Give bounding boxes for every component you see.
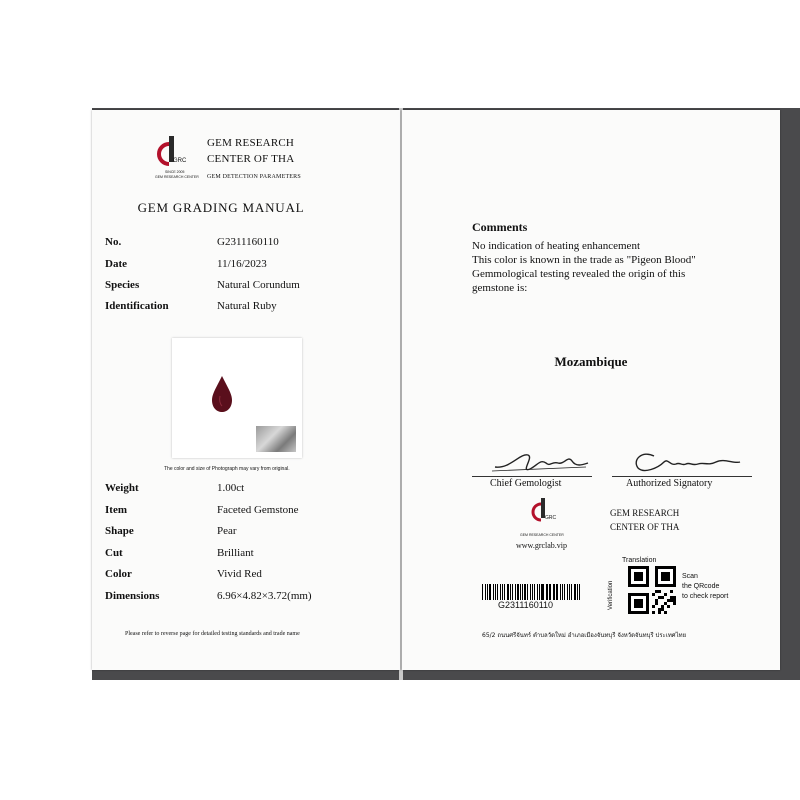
- barcode-bar: [520, 584, 521, 600]
- barcode-bar: [512, 584, 513, 600]
- company-name-line1: GEM RESEARCH: [207, 137, 295, 149]
- detail-value: Pear: [217, 525, 237, 537]
- barcode-bar: [562, 584, 563, 600]
- qr-module: [670, 599, 673, 602]
- chief-gemologist-signature: [490, 445, 590, 477]
- barcode-bar: [487, 584, 488, 600]
- qr-code[interactable]: [628, 566, 676, 614]
- logo-since: SINCE 2005: [165, 170, 185, 174]
- website-link[interactable]: www.grclab.vip: [516, 541, 568, 550]
- detail-label: Color: [105, 568, 132, 580]
- barcode-bar: [517, 584, 518, 600]
- barcode-bar: [549, 584, 550, 600]
- qr-module: [658, 596, 661, 599]
- barcode-bar: [507, 584, 509, 600]
- qr-module: [661, 605, 664, 608]
- gem-photo: [172, 338, 302, 458]
- qr-module: [664, 611, 667, 614]
- qr-module: [658, 608, 661, 611]
- grc-logo: [155, 136, 199, 184]
- barcode-bar: [579, 584, 580, 600]
- detail-label: Weight: [105, 482, 139, 494]
- left-page: [92, 110, 400, 670]
- barcode-bar: [530, 584, 531, 600]
- qr-module: [667, 605, 670, 608]
- qr-module: [661, 608, 664, 611]
- barcode-bar: [574, 584, 576, 600]
- scan-line: Scan: [682, 573, 698, 580]
- detail-value: G2311160110: [217, 236, 279, 248]
- barcode-bar: [510, 584, 511, 600]
- barcode-bar: [485, 584, 486, 600]
- barcode-bar: [497, 584, 498, 600]
- barcode-bar: [524, 584, 526, 600]
- qr-module: [652, 593, 655, 596]
- qr-module: [655, 599, 658, 602]
- photo-note: The color and size of Photograph may vary from original.: [164, 466, 290, 472]
- barcode-bar: [556, 584, 558, 600]
- detail-value: Natural Ruby: [217, 300, 277, 312]
- barcode-bar: [569, 584, 570, 600]
- detail-value: 1.00ct: [217, 482, 245, 494]
- signature-line-right: [612, 476, 752, 477]
- barcode-bar: [522, 584, 523, 600]
- logo-text: GRC: [545, 515, 557, 521]
- logo-text: GRC: [173, 158, 187, 164]
- detail-label: No.: [105, 236, 122, 248]
- chief-gemologist-label: Chief Gemologist: [490, 478, 562, 489]
- barcode-bar: [554, 584, 555, 600]
- signature-line-left: [472, 476, 592, 477]
- qr-finder: [634, 572, 643, 581]
- detail-label: Species: [105, 279, 140, 291]
- detail-value: Natural Corundum: [217, 279, 300, 291]
- qr-module: [652, 605, 655, 608]
- barcode-bar: [515, 584, 516, 600]
- detail-value: Faceted Gemstone: [217, 504, 299, 516]
- qr-module: [652, 611, 655, 614]
- verification-label: Verification: [608, 580, 614, 610]
- qr-module: [673, 602, 676, 605]
- detail-value: 6.96×4.82×3.72(mm): [217, 590, 312, 602]
- qr-finder: [661, 572, 670, 581]
- detail-label: Date: [105, 258, 127, 270]
- comment-line: gemstone is:: [472, 282, 528, 294]
- comment-line: Gemmological testing revealed the origin of this: [472, 268, 686, 280]
- scan-line: the QRcode: [682, 583, 720, 590]
- comment-line: No indication of heating enhancement: [472, 240, 640, 252]
- barcode-bar: [571, 584, 572, 600]
- barcode-bar: [546, 584, 547, 600]
- qr-module: [667, 599, 670, 602]
- qr-module: [673, 596, 676, 599]
- barcode-bar: [493, 584, 494, 600]
- barcode-bar: [489, 584, 491, 600]
- barcode-number: G2311160110: [498, 600, 554, 610]
- qr-finder: [634, 599, 643, 608]
- qr-module: [664, 602, 667, 605]
- logo-caption: GEM RESEARCH CENTER: [155, 175, 199, 179]
- barcode-bar: [527, 584, 528, 600]
- qr-module: [670, 596, 673, 599]
- translation-label: Translation: [622, 557, 657, 564]
- qr-module: [655, 590, 658, 593]
- scan-instructions: [682, 572, 728, 602]
- detail-label: Identification: [105, 300, 169, 312]
- barcode-bar: [553, 584, 554, 600]
- detail-label: Shape: [105, 525, 134, 537]
- company-name-line1: GEM RESEARCH: [610, 508, 680, 518]
- barcode-bar: [577, 584, 578, 600]
- logo-caption: GEM RESEARCH CENTER: [520, 533, 564, 537]
- detail-label: Cut: [105, 547, 123, 559]
- reverse-page-footnote: Please refer to reverse page for detailed testing standards and trade name: [125, 631, 300, 637]
- authorized-signatory-signature: [624, 442, 744, 478]
- qr-module: [658, 590, 661, 593]
- detail-value: Vivid Red: [217, 568, 262, 580]
- qr-module: [655, 602, 658, 605]
- barcode-bar: [567, 584, 568, 600]
- authorized-signatory-label: Authorized Signatory: [626, 478, 713, 489]
- comment-line: This color is known in the trade as "Pigeon Blood": [472, 254, 696, 266]
- detail-label: Dimensions: [105, 590, 160, 602]
- hologram-sticker: [256, 426, 296, 452]
- lab-address: 65/2 ถนนศรีจันทร์ ตำบลวัดใหม่ อำเภอเมืองจันทบุรี จังหวัดจันทบุรี ประเทศไทย: [482, 632, 687, 639]
- barcode-bar: [534, 584, 535, 600]
- qr-module: [658, 611, 661, 614]
- barcode-bar: [541, 584, 543, 600]
- right-page: [402, 110, 780, 670]
- qr-module: [661, 596, 664, 599]
- barcode-bar: [547, 584, 548, 600]
- grc-logo-small: [530, 498, 570, 534]
- qr-module: [673, 599, 676, 602]
- barcode-bar: [532, 584, 533, 600]
- barcode: [482, 584, 582, 600]
- detail-value: 11/16/2023: [217, 258, 267, 270]
- barcode-bar: [537, 584, 538, 600]
- qr-module: [664, 593, 667, 596]
- qr-module: [670, 590, 673, 593]
- barcode-bar: [560, 584, 561, 600]
- barcode-bar: [482, 584, 483, 600]
- detail-value: Brilliant: [217, 547, 254, 559]
- barcode-bar: [495, 584, 496, 600]
- barcode-bar: [500, 584, 501, 600]
- barcode-bar: [502, 584, 503, 600]
- barcode-bar: [504, 584, 505, 600]
- scan-line: to check report: [682, 593, 729, 600]
- company-subtitle: GEM DETECTION PARAMETERS: [207, 174, 301, 180]
- origin-country: Mozambique: [554, 354, 628, 369]
- barcode-bar: [564, 584, 565, 600]
- detail-label: Item: [105, 504, 127, 516]
- company-name-line2: CENTER OF THA: [207, 153, 295, 165]
- company-name-line2: CENTER OF THA: [610, 522, 680, 532]
- manual-title: GEM GRADING MANUAL: [137, 200, 305, 215]
- comments-title: Comments: [472, 220, 528, 234]
- barcode-bar: [539, 584, 540, 600]
